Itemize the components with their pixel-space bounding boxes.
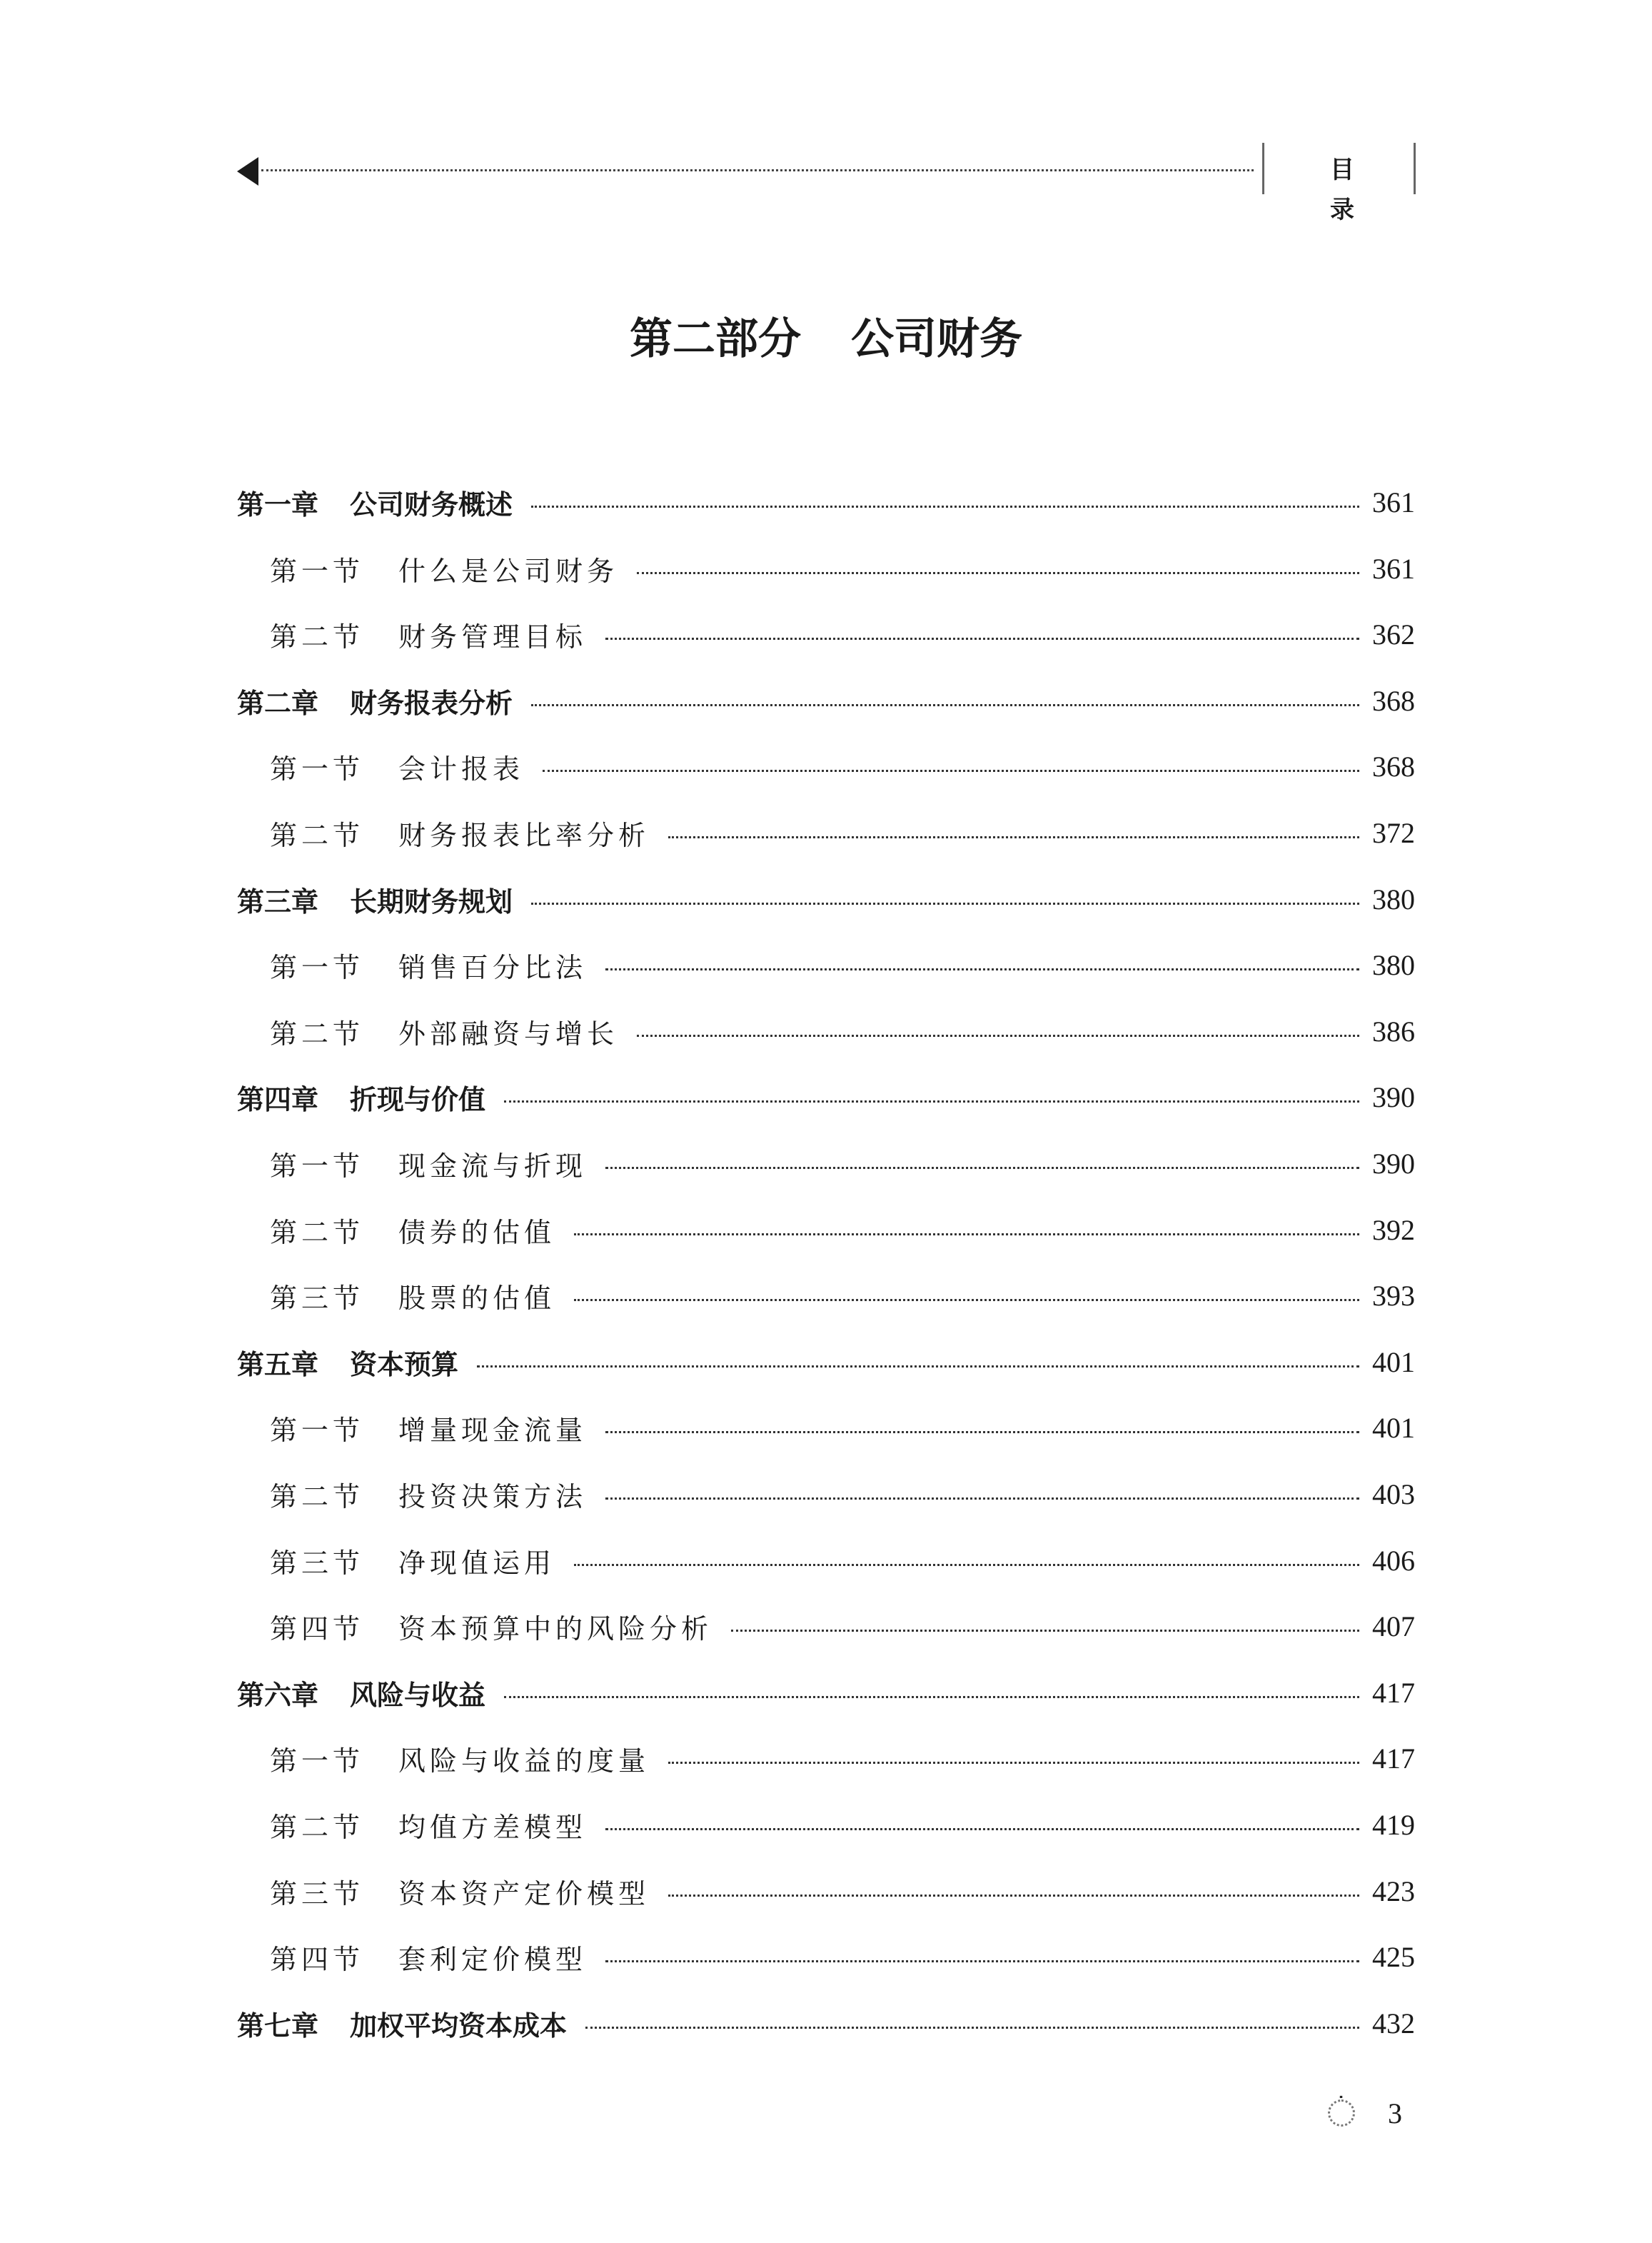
header-divider <box>1414 143 1416 194</box>
toc-entry-number: 第二节 <box>270 1811 365 1843</box>
page-ornament-mark: ˙ <box>1336 2094 1346 2115</box>
toc-entry-title: 套利定价模型 <box>398 1943 588 1975</box>
toc-chapter-entry <box>237 477 1415 527</box>
toc-chapter-entry <box>237 676 1415 726</box>
toc-entry-page: 392 <box>1372 1213 1415 1246</box>
toc-entry-page: 425 <box>1372 1940 1415 1973</box>
toc-entry-number: 第三节 <box>270 1282 365 1314</box>
toc-section-entry <box>270 1932 1415 1982</box>
page-header <box>0 0 1652 224</box>
toc-section-entry <box>270 1733 1415 1783</box>
toc-dot-leader <box>605 968 1359 970</box>
toc-dot-leader <box>731 1630 1359 1632</box>
toc-entry-title: 资本预算 <box>350 1348 459 1380</box>
running-title: 目 录 <box>1330 156 1376 224</box>
header-dotted-rule <box>261 169 1254 171</box>
toc-dot-leader <box>531 704 1359 706</box>
toc-chapter-entry <box>237 1667 1415 1717</box>
toc-dot-leader <box>605 1497 1359 1500</box>
toc-dot-leader <box>574 1299 1359 1301</box>
toc-dot-leader <box>637 1035 1359 1037</box>
toc-entry-page: 401 <box>1372 1411 1415 1444</box>
toc-entry-page: 423 <box>1372 1875 1415 1907</box>
toc-entry-title: 债券的估值 <box>398 1216 556 1248</box>
toc-chapter-entry <box>237 874 1415 924</box>
toc-dot-leader <box>504 1100 1359 1103</box>
page-footer <box>1328 2092 1428 2135</box>
toc-entry-page: 361 <box>1372 486 1415 518</box>
toc-entry-number: 第二章 <box>237 687 319 719</box>
toc-entry-page: 407 <box>1372 1610 1415 1642</box>
toc-dot-leader <box>504 1696 1359 1698</box>
part-label: 第二部分 <box>630 314 801 364</box>
toc-entry-title: 风险与收益的度量 <box>398 1745 650 1777</box>
toc-section-entry <box>270 1800 1415 1850</box>
toc-entry-page: 390 <box>1372 1080 1415 1113</box>
toc-section-entry <box>270 1535 1415 1585</box>
toc-dot-leader <box>605 1167 1359 1169</box>
toc-section-entry <box>270 543 1415 593</box>
toc-entry-page: 393 <box>1372 1279 1415 1312</box>
toc-section-entry <box>270 808 1415 858</box>
toc-entry-title: 资本预算中的风险分析 <box>398 1612 713 1645</box>
toc-entry-title: 投资决策方法 <box>398 1480 588 1512</box>
toc-dot-leader <box>605 1828 1359 1830</box>
toc-entry-number: 第六章 <box>237 1679 319 1711</box>
toc-section-entry <box>270 1006 1415 1056</box>
toc-entry-title: 折现与价值 <box>350 1083 486 1115</box>
page-number: 3 <box>1388 2097 1402 2129</box>
toc-entry-number: 第三章 <box>237 885 319 918</box>
toc-entry-page: 432 <box>1372 2007 1415 2039</box>
toc-entry-page: 386 <box>1372 1015 1415 1048</box>
toc-entry-page: 372 <box>1372 816 1415 849</box>
header-divider <box>1262 143 1264 194</box>
toc-entry-number: 第四章 <box>237 1083 319 1115</box>
toc-entry-page: 390 <box>1372 1147 1415 1180</box>
toc-entry-page: 401 <box>1372 1345 1415 1378</box>
toc-chapter-entry <box>237 1337 1415 1387</box>
toc-entry-number: 第一章 <box>237 488 319 521</box>
toc-entry-number: 第七章 <box>237 2009 319 2042</box>
toc-entry-number: 第二节 <box>270 1018 365 1050</box>
toc-entry-title: 风险与收益 <box>350 1679 486 1711</box>
toc-chapter-entry <box>237 1998 1415 2048</box>
toc-dot-leader <box>668 1895 1359 1897</box>
toc-entry-page: 417 <box>1372 1676 1415 1709</box>
toc-dot-leader <box>605 1431 1359 1433</box>
toc-entry-title: 销售百分比法 <box>398 951 588 983</box>
toc-entry-title: 长期财务规划 <box>350 885 513 918</box>
toc-entry-title: 公司财务概述 <box>350 488 513 521</box>
toc-section-entry <box>270 1866 1415 1916</box>
toc-section-entry <box>270 940 1415 990</box>
toc-dot-leader <box>531 903 1359 905</box>
toc-entry-number: 第一节 <box>270 1150 365 1182</box>
toc-section-entry <box>270 741 1415 791</box>
toc-entry-number: 第五章 <box>237 1348 319 1380</box>
toc-dot-leader <box>605 1960 1359 1962</box>
toc-entry-page: 362 <box>1372 618 1415 651</box>
toc-entry-title: 财务报表分析 <box>350 687 513 719</box>
toc-entry-number: 第一节 <box>270 555 365 587</box>
toc-dot-leader <box>574 1233 1359 1235</box>
toc-section-entry <box>270 1138 1415 1188</box>
toc-entry-title: 均值方差模型 <box>398 1811 588 1843</box>
toc-entry-title: 净现值运用 <box>398 1547 556 1579</box>
toc-entry-title: 增量现金流量 <box>398 1414 588 1446</box>
toc-section-entry <box>270 609 1415 659</box>
toc-entry-page: 380 <box>1372 883 1415 915</box>
toc-dot-leader <box>531 506 1359 508</box>
toc-entry-number: 第四节 <box>270 1943 365 1975</box>
toc-entry-title: 财务管理目标 <box>398 621 588 653</box>
toc-section-entry <box>270 1205 1415 1255</box>
toc-entry-page: 406 <box>1372 1544 1415 1577</box>
toc-entry-number: 第三节 <box>270 1877 365 1910</box>
toc-entry-number: 第二节 <box>270 1216 365 1248</box>
toc-entry-number: 第二节 <box>270 1480 365 1512</box>
toc-dot-leader <box>477 1365 1359 1368</box>
toc-dot-leader <box>637 572 1359 574</box>
toc-entry-page: 403 <box>1372 1477 1415 1510</box>
toc-entry-page: 368 <box>1372 750 1415 783</box>
part-name: 公司财务 <box>851 314 1022 364</box>
toc-entry-number: 第三节 <box>270 1547 365 1579</box>
toc-dot-leader <box>574 1564 1359 1566</box>
toc-section-entry <box>270 1601 1415 1651</box>
toc-entry-page: 417 <box>1372 1742 1415 1775</box>
toc-entry-page: 380 <box>1372 948 1415 981</box>
toc-entry-page: 368 <box>1372 684 1415 717</box>
toc-entry-number: 第一节 <box>270 951 365 983</box>
toc-entry-title: 资本资产定价模型 <box>398 1877 650 1910</box>
toc-section-entry <box>270 1402 1415 1452</box>
toc-entry-title: 股票的估值 <box>398 1282 556 1314</box>
toc-entry-number: 第一节 <box>270 1414 365 1446</box>
toc-chapter-entry <box>237 1072 1415 1122</box>
toc-dot-leader <box>543 770 1359 772</box>
toc-entry-number: 第四节 <box>270 1612 365 1645</box>
toc-entry-title: 会计报表 <box>398 753 525 785</box>
toc-entry-number: 第一节 <box>270 753 365 785</box>
toc-dot-leader <box>585 2027 1359 2029</box>
toc-entry-page: 419 <box>1372 1808 1415 1841</box>
toc-entry-title: 外部融资与增长 <box>398 1018 619 1050</box>
left-arrow-icon <box>237 157 258 186</box>
toc-entry-number: 第二节 <box>270 819 365 851</box>
toc-entry-title: 财务报表比率分析 <box>398 819 650 851</box>
toc-dot-leader <box>668 836 1359 838</box>
toc-entry-number: 第一节 <box>270 1745 365 1777</box>
part-title <box>0 307 1652 371</box>
toc-entry-title: 什么是公司财务 <box>398 555 619 587</box>
toc-section-entry <box>270 1469 1415 1519</box>
toc-dot-leader <box>668 1762 1359 1764</box>
toc-section-entry <box>270 1270 1415 1320</box>
toc-entry-title: 现金流与折现 <box>398 1150 588 1182</box>
toc-entry-number: 第二节 <box>270 621 365 653</box>
toc-entry-page: 361 <box>1372 552 1415 585</box>
toc-dot-leader <box>605 638 1359 640</box>
toc-entry-title: 加权平均资本成本 <box>350 2009 568 2042</box>
